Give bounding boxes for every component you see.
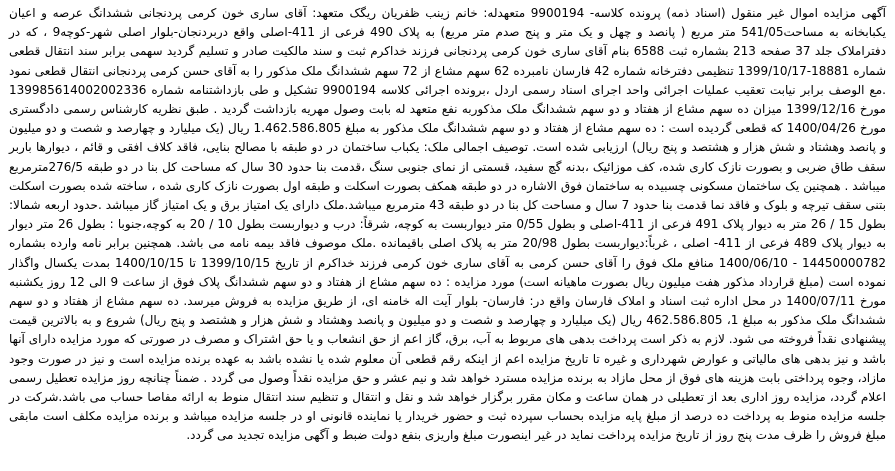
notice-body-text: آگهی مزایده اموال غیر منقول (اسناد ذمه) پرونده کلاسه- 9900194 متعهدله: خانم زینب ظفریان ریگک متعهد: آقای ساری خون کرمی پردنجانی ششدانگ عرصه و اعیان یکبابخانه به مساحت541/05 متر مربع ( پانصد و چهل و یک متر و پنج صدم متر مربع) به پلاک 490 فرعی از 411-اصلی واقع دربردنجان-بلوار اصلی شهر-کوچه9 ، که در دفتراملاک جلد 37 صفحه 213 بشماره ثبت 6588 بنام آقای ساری خون کرمی پردنجانی فرزند خداکرم ثبت و سند مالکیت صادر و تسلیم گردید سهمی برابر سند انتقال قطعی شماره 18881-1399/10/17 تنظیمی دفترخانه شماره 42 فارسان نامبرده 62 سهم مشاع از 72 سهم ششدانگ ملک مذکور را به آقای حسن کرمی پردنجانی انتقال قطعی نمود .مع الوصف برابر نیابت تعقیب عملیات اجرائی واحد اجرای اسناد رسمی اردل ،برونده اجرائی کلاسه 9900194 تشکیل و طی بازداشتنامه شماره 139985614002002336 مورخ 1399/12/16 میزان ده سهم مشاع از هفتاد و دو سهم ششدانگ ملک مذکوربه نفع متعهد له بابت وصول مهریه بازداشت گردید . طبق نظریه کارشناس رسمی دادگستری مورخ 1400/04/26 که قطعی گردیده است : ده سهم مشاع از هفتاد و دو سهم ششدانگ ملک مذکور به مبلغ 1.462.586.805 ریال (یک میلیارد و چهارصد و شصت و دو میلیون و پانصد وهشتاد و شش هزار و هشتصد و پنج ریال) ارزیابی شده است. توصیف اجمالی ملک: یکباب ساختمان در دو طبقه با مصالح بنایی، فاقد کلاف افقی و قائم ، دیوارها باربر سقف طاق ضربی و بصورت نازک کاری شده، کف موزائیک ،بدنه گچ سفید، قسمتی از نمای جنوبی سنگ ،قدمت بنا حدود 30 سال که مساحت کل بنا در دو طبقه 276/5مترمربع میباشد . همچنین یک ساختمان مسکونی چسبیده به ساختمان فوق الاشاره در دو طبقه همکف بصورت اسکلت و طبقه اول بصورت نازک کاری شده ، ساخته شده بصورت اسکلت بتنی سقف تیرچه و بلوک و فاقد نما قدمت بنا حدود 7 سال و مساحت کل بنا در دو طبقه 43 مترمربع میباشد.ملک دارای یک امتیاز برق و یک امتیاز گاز میباشد .حدود اربعه شمالا: بطول 15 / 26 متر به دیوار پلاک 491 فرعی از 411-اصلی و بطول 0/55 متر دیواربست به کوچه، شرقاً: درب و دیواربست بطول 10 / 20 به کوچه،جنوبا : بطول 26 متر دیوار به دیوار پلاک 489 فرعی از 411- اصلی ، غرباً:دیواربست بطول 20/98 متر به پلاک اصلی باقیمانده .ملک موصوف فاقد بیمه نامه می باشد. همچنین برابر نامه وارده بشماره 14450000782 - 1400/06/10 منافع ملک فوق را آقای حسن کرمی به آقای ساری خون کرمی فرزند خداکرم از تاریخ 1399/10/15 تا 1400/10/15 بمدت یکسال واگذار نموده است (مبلغ قرارداد مذکور هفت میلیون ریال بصورت ماهیانه است) مورد مزایده : ده سهم مشاع از هفتاد و دو سهم ششدانگ پلاک فوق از ساعت 9 الی 12 روز یکشنبه مورخ 1400/07/11 در محل اداره ثبت اسناد و املاک فارسان واقع در: فارسان- بلوار آیت اله خامنه ای، از طریق مزایده به فروش میرسد. ده سهم مشاع از هفتاد و دو سهم ششدانگ ملک مذکور به مبلغ 1، 462.586.805 ریال (یک میلیارد و چهارصد و شصت و دو میلیون و پانصد وهشتاد و شش هزار و هشتصد و پنج ریال) شروع و به بالاترین قیمت پیشنهادی نقداً فروخته می شود. لازم به ذکر است پرداخت بدهی های مربوط به آب، برق، گاز اعم از حق انشعاب و یا حق اشتراک و مصرف در صورتی که مورد مزایده دارای آنها باشد و نیز بدهی های مالیاتی و عوارض شهرداری و غیره تا تاریخ مزایده اعم از اینکه رقم قطعی آن معلوم شده یا نشده باشد به عهده برنده مزایده است و نیز در صورت وجود مازاد، وجوه پرداختی بابت هزینه های فوق از محل مازاد به برنده مزایده مسترد خواهد شد و نیم عشر و حق مزایده نقداً وصول می گردد . ضمناً چنانچه روز مزایده تعطیل رسمی اعلام گردد، مزایده روز اداری بعد از تعطیلی در همان ساعت و مکان مقرر برگزار خواهد شد و نقل و انتقال و تنظیم سند انتقال منوط به ارائه مفاصا حساب می باشد.شرکت در جلسه مزایده منوط به پرداخت ده درصد از مبلغ پایه مزایده بحساب سپرده ثبت و حضور خریدار یا نماینده قانونی او در جلسه مزایده میباشد و برنده مزایده مکلف است مابقی مبلغ فروش را ظرف مدت پنج روز از تاریخ مزایده پرداخت نماید در غیر اینصورت مبلغ واریزی بنفع دولت ضبط و آگهی مزایده تجدید می گردد. bbox=[9, 6, 887, 443]
